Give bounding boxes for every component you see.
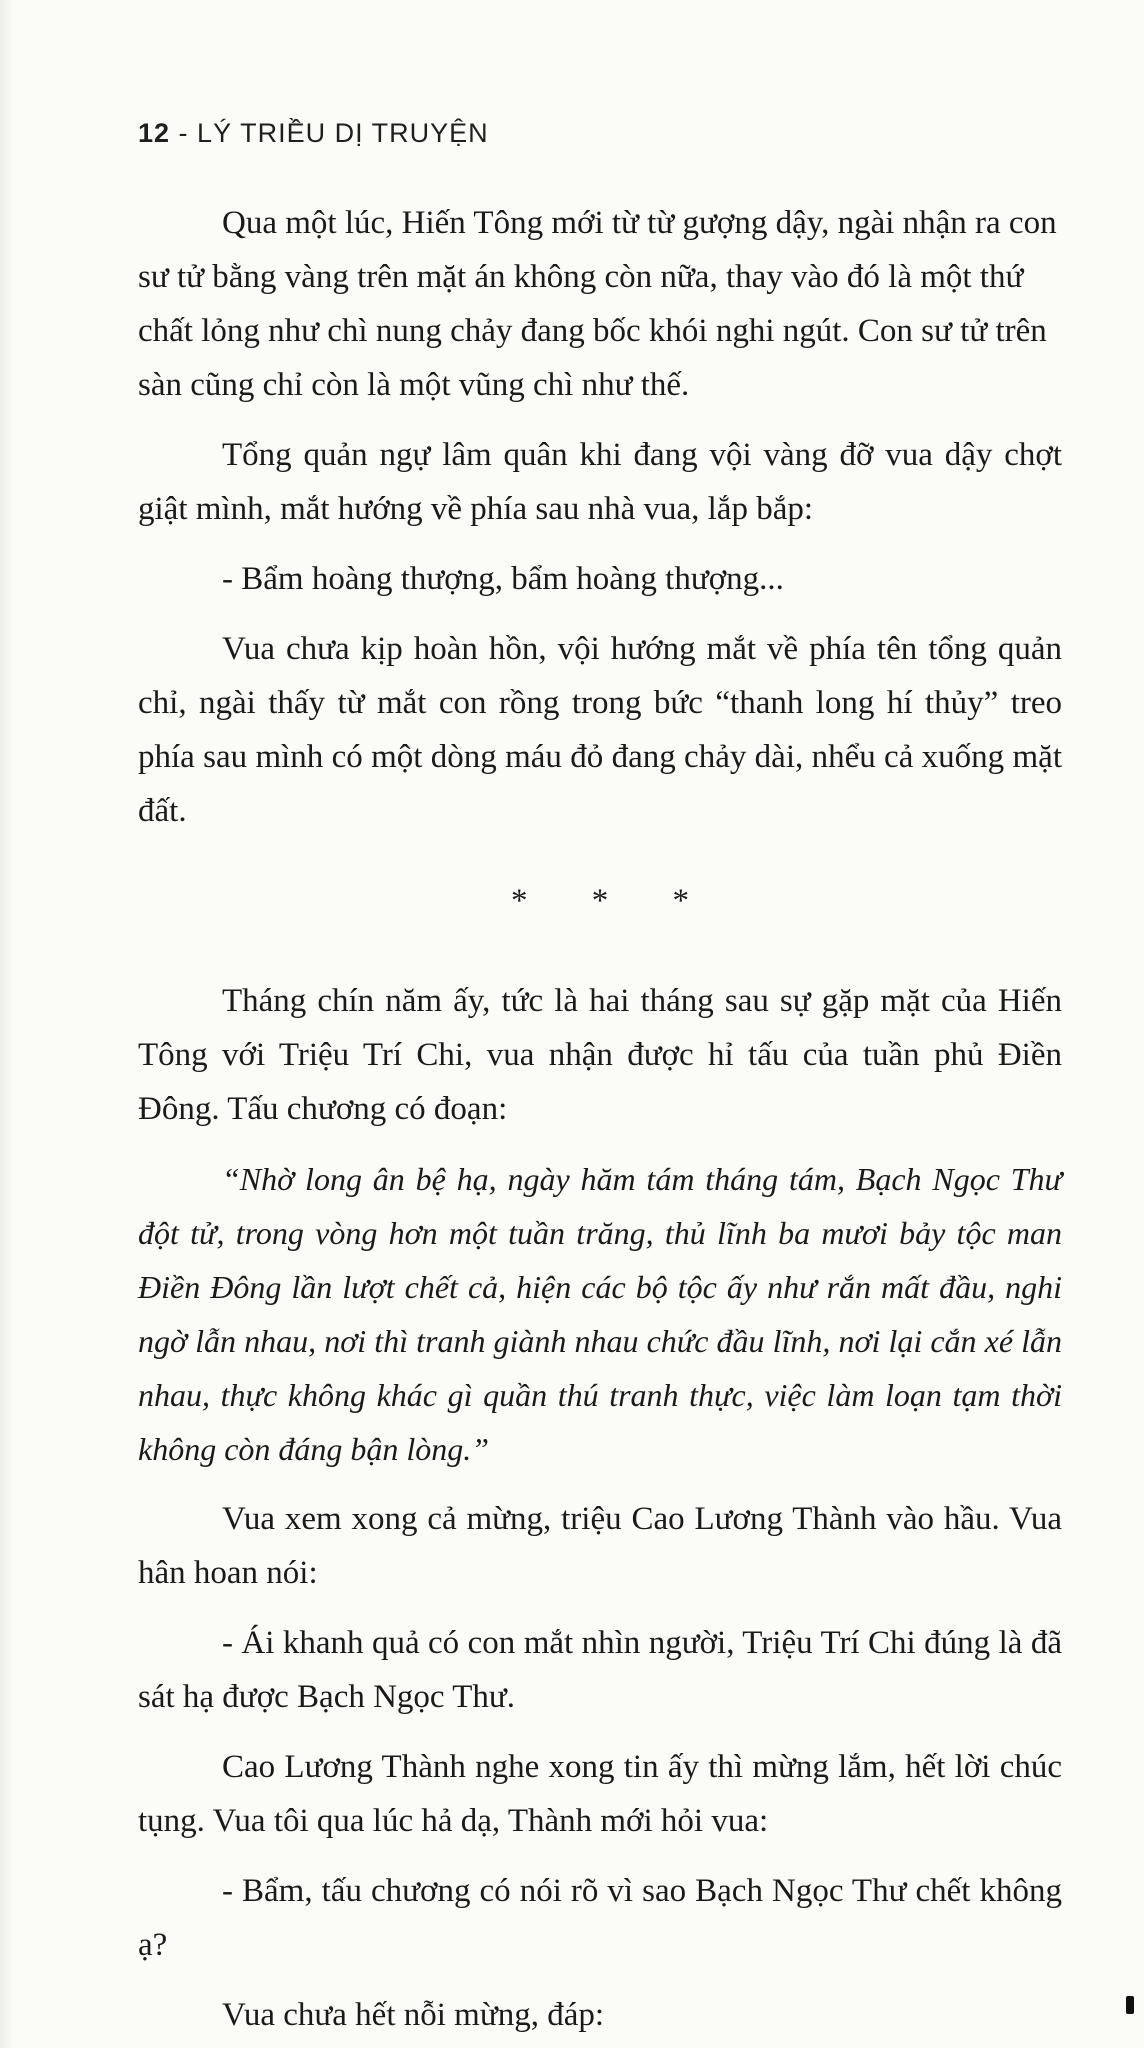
paragraph: Vua chưa hết nỗi mừng, đáp: [222, 1997, 605, 2033]
body-text [138, 196, 1062, 2042]
section-break: * * * [511, 883, 717, 919]
quoted-memorial: “Nhờ long ân bệ hạ, ngày hăm tám tháng tám, Bạch Ngọc Thư đột tử, trong vòng hơn một tuần trăng, thủ lĩnh ba mươi bảy tộc man Điền Đông lần lượt chết cả, hiện các bộ tộc ấy như rắn mất đầu, nghi ngờ lẫn nhau, nơi thì tranh giành nhau chức đầu lĩnh, nơi lại cắn xé lẫn nhau, thực không khác gì quần thú tranh thực, việc làm loạn tạm thời không còn đáng bận lòng.” [138, 1161, 1062, 1467]
dialogue-line: - Bẩm, tấu chương có nói rõ vì sao Bạch Ngọc Thư chết không ạ? [138, 1873, 1062, 1963]
paragraph: Tháng chín năm ấy, tức là hai tháng sau sự gặp mặt của Hiến Tông với Triệu Trí Chi, vua nhận được hỉ tấu của tuần phủ Điền Đông. Tấu chương có đoạn: [138, 983, 1062, 1127]
page-corner-mark [1126, 1996, 1134, 2014]
dialogue-line: - Bẩm hoàng thượng, bẩm hoàng thượng... [222, 561, 784, 597]
paragraph: Qua một lúc, Hiến Tông mới từ từ gượng dậy, ngài nhận ra con sư tử bằng vàng trên mặt án không còn nữa, thay vào đó là một thứ chất lỏng như chì nung chảy đang bốc khói nghi ngút. Con sư tử trên sàn cũng chỉ còn là một vũng chì như thế. [138, 205, 1057, 403]
paragraph: Tổng quản ngự lâm quân khi đang vội vàng đỡ vua dậy chợt giật mình, mắt hướng về phía sau nhà vua, lắp bắp: [138, 437, 1062, 527]
running-header [138, 118, 489, 149]
page-edge-shadow [0, 0, 14, 2048]
paragraph: Cao Lương Thành nghe xong tin ấy thì mừng lắm, hết lời chúc tụng. Vua tôi qua lúc hả dạ, Thành mới hỏi vua: [138, 1749, 1062, 1839]
page-number: 12 [138, 118, 171, 148]
book-title: LÝ TRIỀU DỊ TRUYỆN [197, 118, 489, 148]
paragraph: Vua xem xong cả mừng, triệu Cao Lương Thành vào hầu. Vua hân hoan nói: [138, 1501, 1062, 1591]
header-separator: - [170, 118, 198, 148]
dialogue-line: - Ái khanh quả có con mắt nhìn người, Triệu Trí Chi đúng là đã sát hạ được Bạch Ngọc Thư. [138, 1625, 1062, 1715]
paragraph: Vua chưa kịp hoàn hồn, vội hướng mắt về phía tên tổng quản chỉ, ngài thấy từ mắt con rồng trong bức “thanh long hí thủy” treo phía sau mình có một dòng máu đỏ đang chảy dài, nhểu cả xuống mặt đất. [138, 631, 1062, 829]
